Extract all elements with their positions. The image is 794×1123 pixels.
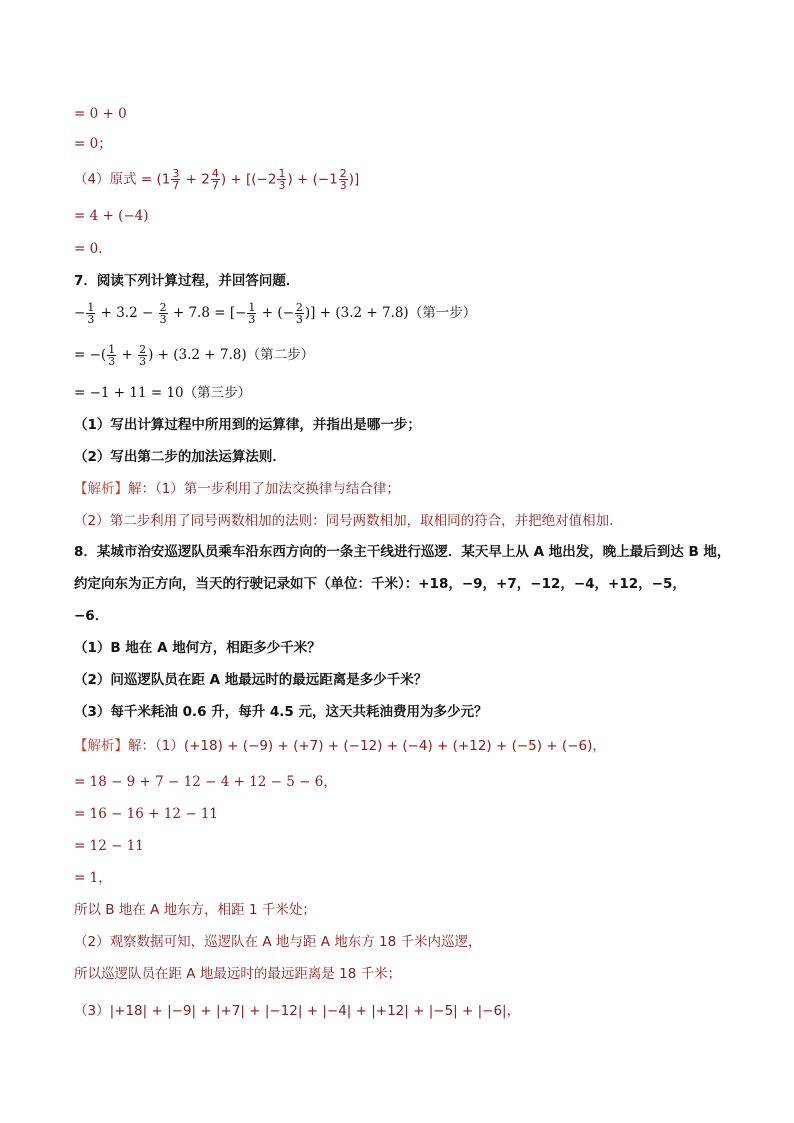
text-seg: + <box>117 347 138 363</box>
q7-subquestion-1: （1）写出计算过程中所用到的运算律，并指出是哪一步； <box>74 417 421 433</box>
question-7-title: 7．阅读下列计算过程，并回答问题． <box>74 273 300 289</box>
text-seg: = −( <box>74 347 107 363</box>
fraction-1-3 <box>86 302 95 325</box>
answer-text: 解：（1）(+18) + (−9) + (+7) + (−12) + (−4) + (+12) + (−5) + (−6)， <box>128 738 606 754</box>
q8-calc-3: = 12 − 11 <box>74 838 144 854</box>
step-label: （第二步） <box>246 347 315 363</box>
denominator: 3 <box>278 179 286 192</box>
denominator: 3 <box>159 313 167 326</box>
text-seg: ) + (3.2 + 7.8) <box>148 347 247 363</box>
calc-line-3 <box>74 168 734 191</box>
denominator: 3 <box>108 355 116 368</box>
fraction-2-3 <box>159 302 168 325</box>
numerator: 1 <box>87 301 95 314</box>
text-seg: + 7.8 = [− <box>168 305 247 321</box>
fraction-2-3 <box>295 302 304 325</box>
q7-subquestion-2: （2）写出第二步的加法运算法则． <box>74 449 286 465</box>
q8-calc-1: = 18 − 9 + 7 − 12 − 4 + 12 − 5 − 6， <box>74 774 337 790</box>
text-seg: （4）原式 = (1 <box>74 171 171 188</box>
numerator: 2 <box>139 343 147 356</box>
calc-line-2: = 0； <box>74 136 112 152</box>
question-8-title-line-3: −6． <box>74 608 109 624</box>
q8-subquestion-2: （2）问巡逻队员在距 A 地最远时的最远距离是多少千米？ <box>74 672 428 688</box>
numerator: 2 <box>159 301 167 314</box>
fraction-1-3-7 <box>171 168 180 191</box>
numerator: 1 <box>108 343 116 356</box>
analysis-tag: 【解析】 <box>74 738 128 754</box>
numerator: 3 <box>172 167 180 180</box>
text-seg: + 3.2 − <box>96 305 158 321</box>
fraction-2-4-7 <box>211 168 220 191</box>
numerator: 1 <box>278 167 286 180</box>
q7-expression-2 <box>74 344 734 367</box>
text-seg: )] <box>348 171 360 188</box>
numerator: 4 <box>211 167 219 180</box>
step-label: （第一步） <box>408 305 477 321</box>
text-seg: − <box>74 305 86 321</box>
step-label: （第三步） <box>183 385 252 401</box>
denominator: 3 <box>248 313 256 326</box>
fraction-neg1-2-3 <box>339 168 348 191</box>
fraction-1-3 <box>247 302 256 325</box>
q8-conclusion-2: 所以巡逻队员在距 A 地最远时的最远距离是 18 千米； <box>74 966 402 982</box>
q7-answer-2: （2）第二步利用了同号两数相加的法则：同号两数相加，取相同的符合，并把绝对值相加． <box>74 513 623 529</box>
calc-line-4: = 4 + (−4) <box>74 208 149 224</box>
q8-answer-1 <box>74 735 734 757</box>
numerator: 2 <box>295 301 303 314</box>
calc-line-5: = 0． <box>74 241 112 257</box>
q8-calc-4: = 1， <box>74 870 112 886</box>
denominator: 7 <box>211 179 219 192</box>
text-seg: ) + [(−2 <box>220 171 277 188</box>
fraction-1-3 <box>107 344 116 367</box>
denominator: 3 <box>339 179 347 192</box>
calc-line-1: = 0 + 0 <box>74 106 127 122</box>
q7-expression-1 <box>74 302 734 325</box>
numerator: 2 <box>339 167 347 180</box>
q8-answer-2: （2）观察数据可知，巡逻队在 A 地与距 A 地东方 18 千米内巡逻， <box>74 934 482 950</box>
numerator: 1 <box>248 301 256 314</box>
q8-subquestion-1: （1）B 地在 A 地何方，相距多少千米？ <box>74 640 321 656</box>
denominator: 3 <box>139 355 147 368</box>
answer-text: 解：（1）第一步利用了加法交换律与结合律； <box>128 481 400 497</box>
analysis-tag: 【解析】 <box>74 481 128 497</box>
denominator: 3 <box>295 313 303 326</box>
q8-answer-3: （3）|+18| + |−9| + |+7| + |−12| + |−4| + |+12| + |−5| + |−6|， <box>74 1003 521 1019</box>
text-seg: ) + (−1 <box>287 171 338 188</box>
fraction-2-3 <box>138 344 147 367</box>
text-seg: = −1 + 11 = 10 <box>74 385 184 401</box>
question-8-title-line-1: 8．某城市治安巡逻队员乘车沿东西方向的一条主干线进行巡逻．某天早上从 A 地出发，晚上最后到达 B 地， <box>74 544 731 560</box>
q8-conclusion-1: 所以 B 地在 A 地东方，相距 1 千米处； <box>74 902 316 918</box>
text-seg: )] + (3.2 + 7.8) <box>304 305 409 321</box>
denominator: 3 <box>87 313 95 326</box>
q8-subquestion-3: （3）每千米耗油 0.6 升，每升 4.5 元，这天共耗油费用为多少元？ <box>74 704 488 720</box>
q7-answer-1 <box>74 478 734 500</box>
q7-expression-3 <box>74 382 734 404</box>
text-seg: + (− <box>257 305 294 321</box>
denominator: 7 <box>172 179 180 192</box>
text-seg: + 2 <box>181 171 210 188</box>
question-8-title-line-2: 约定向东为正方向，当天的行驶记录如下（单位：千米）：+18，−9，+7，−12，−4，+12，−5， <box>74 576 686 592</box>
q8-calc-2: = 16 − 16 + 12 − 11 <box>74 806 218 822</box>
fraction-neg2-1-3 <box>277 168 286 191</box>
